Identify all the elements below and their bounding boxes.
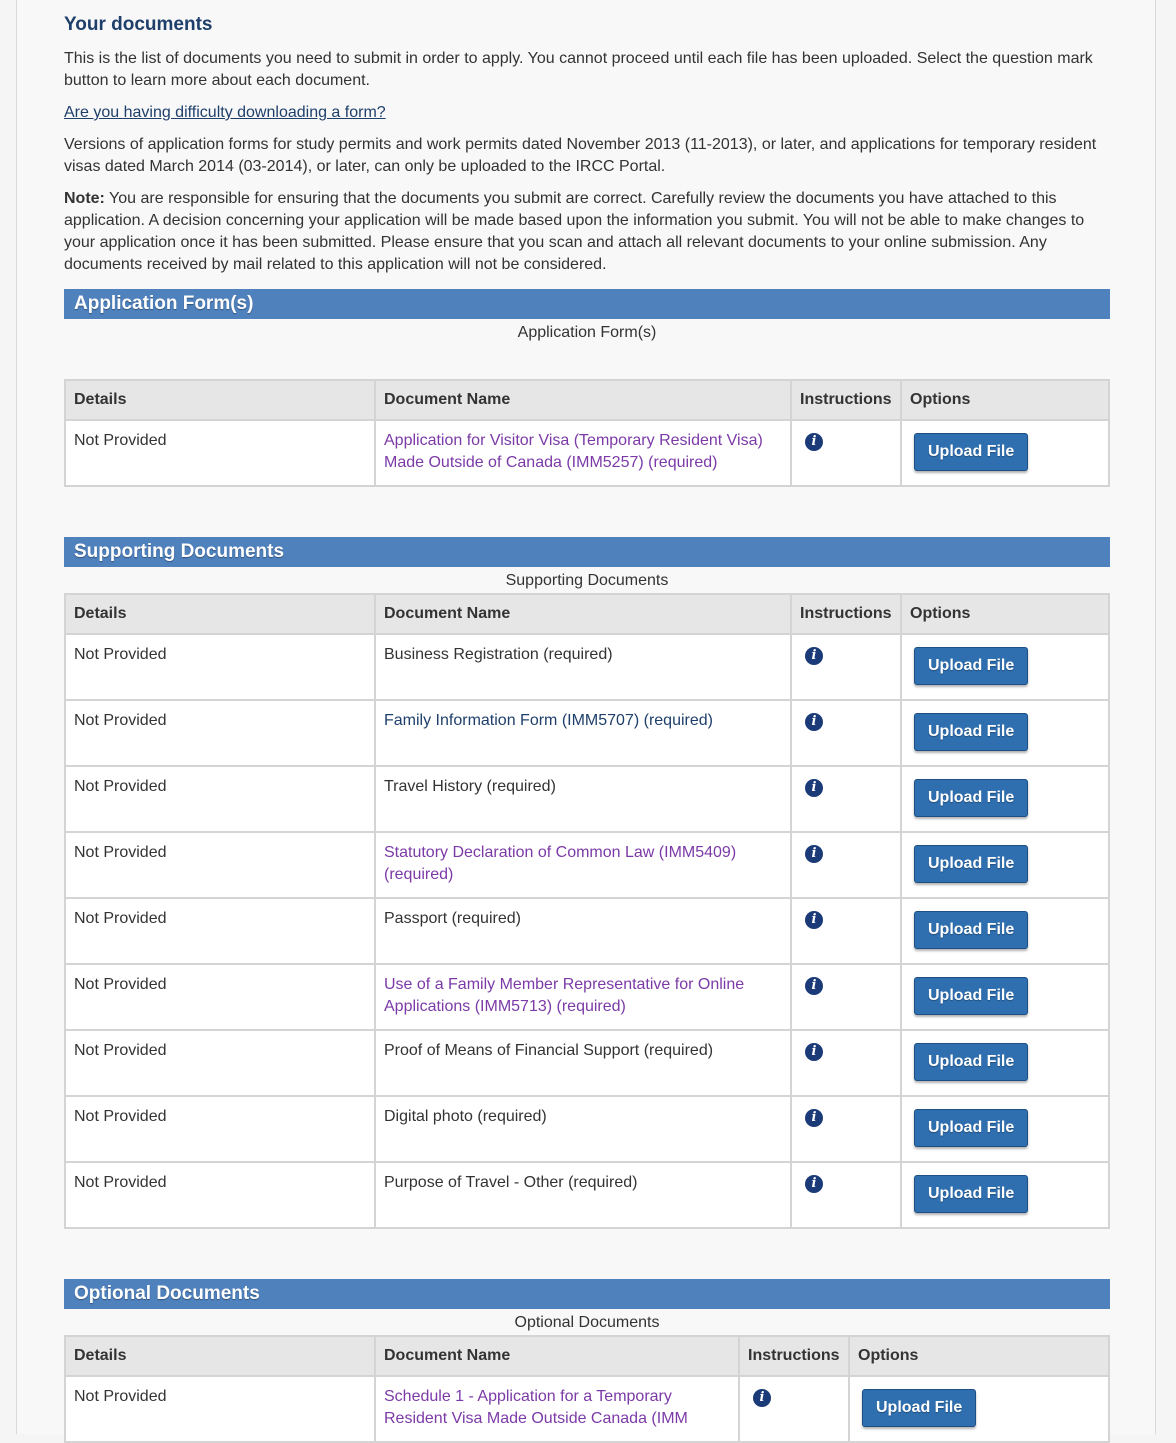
section-heading: Supporting Documents — [64, 537, 1110, 567]
table-row — [65, 634, 1109, 700]
cell-document-name — [375, 832, 791, 898]
cell-instructions — [791, 634, 901, 700]
cell-details: Not Provided — [65, 964, 375, 1030]
cell-options — [901, 700, 1109, 766]
document-name: Proof of Means of Financial Support (required) — [384, 1042, 714, 1059]
info-icon[interactable]: i — [753, 1389, 771, 1407]
documents-content — [64, 14, 1110, 1443]
cell-details: Not Provided — [65, 1376, 375, 1442]
table-row — [65, 898, 1109, 964]
cell-options — [901, 898, 1109, 964]
document-name: Digital photo (required) — [384, 1108, 547, 1125]
cell-document-name — [375, 1162, 791, 1228]
cell-details: Not Provided — [65, 634, 375, 700]
cell-document-name — [375, 1030, 791, 1096]
cell-instructions — [791, 420, 901, 486]
col-document-name: Document Name — [375, 1336, 739, 1376]
info-icon[interactable]: i — [805, 1175, 823, 1193]
cell-options — [901, 964, 1109, 1030]
table-row — [65, 1030, 1109, 1096]
cell-details: Not Provided — [65, 1096, 375, 1162]
page-title: Your documents — [64, 14, 213, 35]
col-instructions: Instructions — [791, 380, 901, 420]
table-row — [65, 700, 1109, 766]
table-body — [65, 634, 1109, 1228]
table-body — [65, 1376, 1109, 1442]
info-icon[interactable]: i — [805, 845, 823, 863]
cell-details: Not Provided — [65, 420, 375, 486]
info-icon[interactable]: i — [805, 433, 823, 451]
table-row — [65, 832, 1109, 898]
cell-instructions — [791, 766, 901, 832]
upload-file-button[interactable]: Upload File — [914, 911, 1028, 949]
cell-details: Not Provided — [65, 898, 375, 964]
cell-document-name — [375, 1096, 791, 1162]
col-options: Options — [901, 380, 1109, 420]
cell-details: Not Provided — [65, 832, 375, 898]
cell-options — [901, 766, 1109, 832]
cell-document-name — [375, 766, 791, 832]
cell-document-name — [375, 898, 791, 964]
cell-details: Not Provided — [65, 1030, 375, 1096]
document-name[interactable]: Family Information Form (IMM5707) (required) — [384, 712, 713, 729]
cell-options — [901, 1162, 1109, 1228]
document-name: Business Registration (required) — [384, 646, 613, 663]
documents-table — [64, 1335, 1110, 1443]
col-document-name: Document Name — [375, 594, 791, 634]
cell-document-name — [375, 964, 791, 1030]
section-heading: Application Form(s) — [64, 289, 1110, 319]
documents-table — [64, 593, 1110, 1229]
col-details: Details — [65, 380, 375, 420]
upload-file-button[interactable]: Upload File — [914, 1175, 1028, 1213]
table-row — [65, 1376, 1109, 1442]
table-row — [65, 420, 1109, 486]
upload-file-button[interactable]: Upload File — [914, 1043, 1028, 1081]
document-name: Purpose of Travel - Other (required) — [384, 1174, 638, 1191]
col-details: Details — [65, 1336, 375, 1376]
cell-instructions — [791, 1030, 901, 1096]
cell-document-name — [375, 420, 791, 486]
info-icon[interactable]: i — [805, 647, 823, 665]
upload-file-button[interactable]: Upload File — [914, 977, 1028, 1015]
intro-paragraph: This is the list of documents you need to submit in order to apply. You cannot proceed until each file has been uploaded. Select the question mark button to learn more about each document. — [64, 50, 1093, 89]
section-heading: Optional Documents — [64, 1279, 1110, 1309]
document-name: Passport (required) — [384, 910, 521, 927]
col-options: Options — [901, 594, 1109, 634]
info-icon[interactable]: i — [805, 779, 823, 797]
note-label: Note: — [64, 190, 105, 207]
col-options: Options — [849, 1336, 1109, 1376]
col-instructions: Instructions — [739, 1336, 849, 1376]
table-row — [65, 964, 1109, 1030]
cell-options — [901, 832, 1109, 898]
section-caption: Optional Documents — [514, 1314, 660, 1331]
cell-options — [901, 1096, 1109, 1162]
table-body — [65, 420, 1109, 486]
cell-instructions — [791, 898, 901, 964]
cell-instructions — [791, 832, 901, 898]
section-caption: Supporting Documents — [505, 572, 669, 589]
upload-file-button[interactable]: Upload File — [914, 779, 1028, 817]
upload-file-button[interactable]: Upload File — [862, 1389, 976, 1427]
cell-options — [901, 420, 1109, 486]
info-icon[interactable]: i — [805, 1043, 823, 1061]
upload-file-button[interactable]: Upload File — [914, 647, 1028, 685]
documents-table — [64, 379, 1110, 487]
table-row — [65, 1162, 1109, 1228]
document-name[interactable]: Schedule 1 - Application for a Temporary Resident Visa Made Outside Canada (IMM — [384, 1388, 688, 1427]
col-details: Details — [65, 594, 375, 634]
note-text: You are responsible for ensuring that the documents you submit are correct. Carefully review the documents you have attached to this application. A decision concerning your application will be made based upon the information you submit. You will not be able to make changes to your application once it has been submitted. Please ensure that you scan and attach all relevant documents to your online submission. Any documents received by mail related to this application will not be considered. — [64, 190, 1085, 273]
cell-options — [901, 634, 1109, 700]
cell-details: Not Provided — [65, 1162, 375, 1228]
cell-instructions — [739, 1376, 849, 1442]
document-name[interactable]: Application for Visitor Visa (Temporary Resident Visa) Made Outside of Canada (IMM5257) (required) — [384, 432, 763, 471]
section-application-forms — [64, 289, 1110, 537]
page-container — [16, 0, 1156, 1434]
info-icon[interactable]: i — [805, 977, 823, 995]
section-supporting-documents — [64, 537, 1110, 1279]
document-name[interactable]: Statutory Declaration of Common Law (IMM5409) (required) — [384, 844, 737, 883]
document-name: Travel History (required) — [384, 778, 556, 795]
upload-file-button[interactable]: Upload File — [914, 433, 1028, 471]
info-icon[interactable]: i — [805, 713, 823, 731]
cell-instructions — [791, 700, 901, 766]
forms-version-paragraph: Versions of application forms for study permits and work permits dated November 2013 (11-2013), or later, and applications for temporary resident visas dated March 2014 (03-2014), or later, can only be uploaded to the IRCC Portal. — [64, 136, 1097, 175]
cell-details: Not Provided — [65, 700, 375, 766]
upload-file-button[interactable]: Upload File — [914, 1109, 1028, 1147]
cell-details: Not Provided — [65, 766, 375, 832]
cell-instructions — [791, 964, 901, 1030]
cell-document-name — [375, 700, 791, 766]
table-row — [65, 1096, 1109, 1162]
section-caption: Application Form(s) — [517, 324, 657, 341]
download-help-link[interactable]: Are you having difficulty downloading a form? — [64, 104, 386, 121]
cell-document-name — [375, 1376, 739, 1442]
cell-options — [849, 1376, 1109, 1442]
cell-instructions — [791, 1096, 901, 1162]
note-paragraph — [64, 188, 1110, 276]
col-instructions: Instructions — [791, 594, 901, 634]
document-name[interactable]: Use of a Family Member Representative for Online Applications (IMM5713) (required) — [384, 976, 745, 1015]
section-optional-documents — [64, 1279, 1110, 1443]
upload-file-button[interactable]: Upload File — [914, 713, 1028, 751]
col-document-name: Document Name — [375, 380, 791, 420]
table-row — [65, 766, 1109, 832]
cell-document-name — [375, 634, 791, 700]
info-icon[interactable]: i — [805, 1109, 823, 1127]
cell-options — [901, 1030, 1109, 1096]
upload-file-button[interactable]: Upload File — [914, 845, 1028, 883]
info-icon[interactable]: i — [805, 911, 823, 929]
cell-instructions — [791, 1162, 901, 1228]
